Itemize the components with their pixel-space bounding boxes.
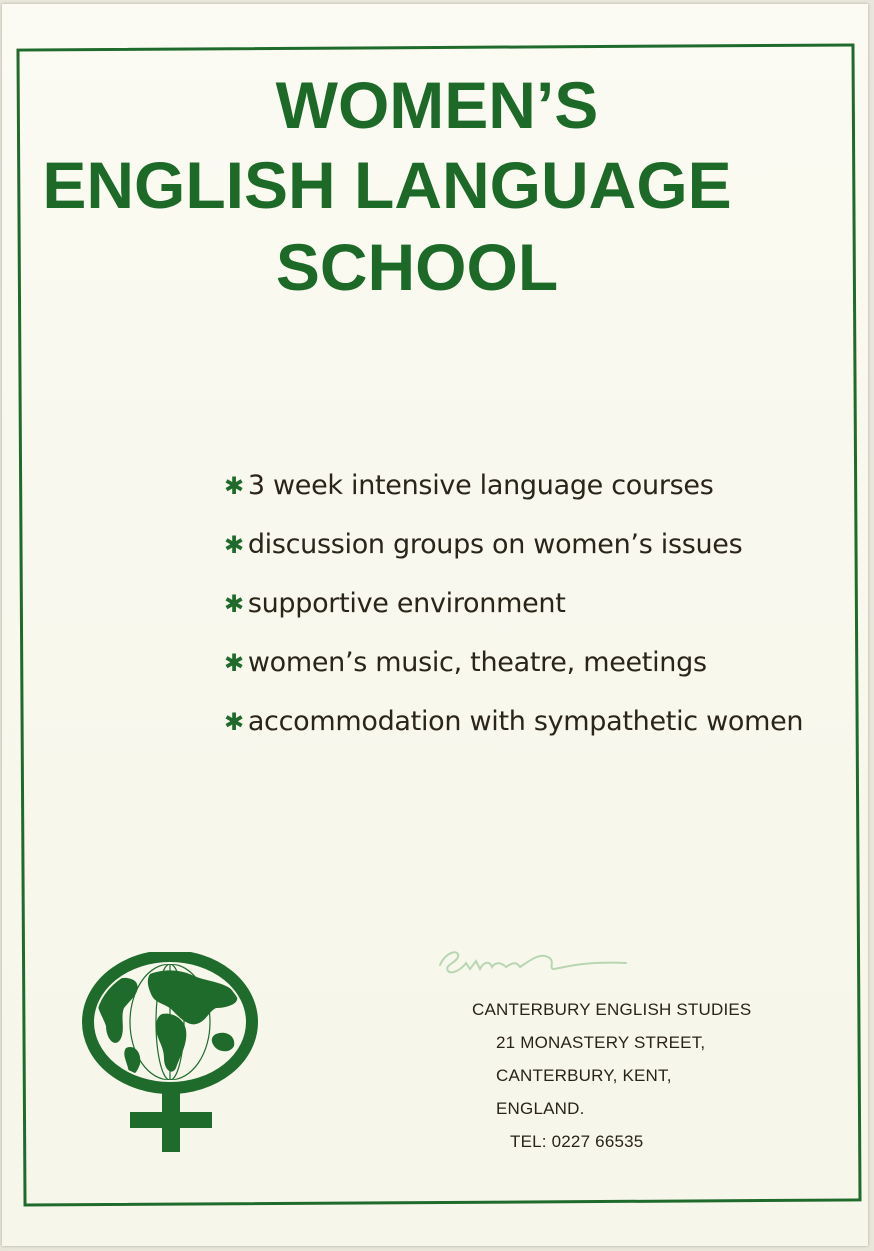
list-item xyxy=(224,698,824,757)
title-line-1: WOMEN’S xyxy=(275,68,599,142)
list-item xyxy=(224,462,824,521)
list-item xyxy=(224,639,824,698)
globe-venus-symbol-icon xyxy=(76,952,266,1157)
asterisk-bullet-icon: ✱ xyxy=(224,472,244,500)
address-org: CANTERBURY ENGLISH STUDIES xyxy=(472,1000,752,1019)
list-item xyxy=(224,580,824,639)
address-city: CANTERBURY, KENT, xyxy=(496,1066,672,1085)
asterisk-bullet-icon: ✱ xyxy=(224,590,244,618)
address-country: ENGLAND. xyxy=(496,1099,585,1118)
list-item xyxy=(224,521,824,580)
asterisk-bullet-icon: ✱ xyxy=(224,531,244,559)
list-item-text: supportive environment xyxy=(247,588,566,619)
poster-sheet xyxy=(2,4,868,1246)
list-item-text: discussion groups on women’s issues xyxy=(247,529,743,560)
signature xyxy=(436,939,636,979)
address-phone: TEL: 0227 66535 xyxy=(510,1132,644,1151)
address-street: 21 MONASTERY STREET, xyxy=(496,1033,706,1052)
title-line-2: ENGLISH LANGUAGE xyxy=(42,148,732,222)
list-item-text: women’s music, theatre, meetings xyxy=(247,647,707,678)
asterisk-bullet-icon: ✱ xyxy=(224,649,244,677)
asterisk-bullet-icon: ✱ xyxy=(224,708,244,736)
list-item-text: 3 week intensive language courses xyxy=(247,470,714,501)
feature-list xyxy=(224,462,824,757)
list-item-text: accommodation with sympathetic women xyxy=(247,706,804,737)
title-line-3: SCHOOL xyxy=(275,230,559,304)
